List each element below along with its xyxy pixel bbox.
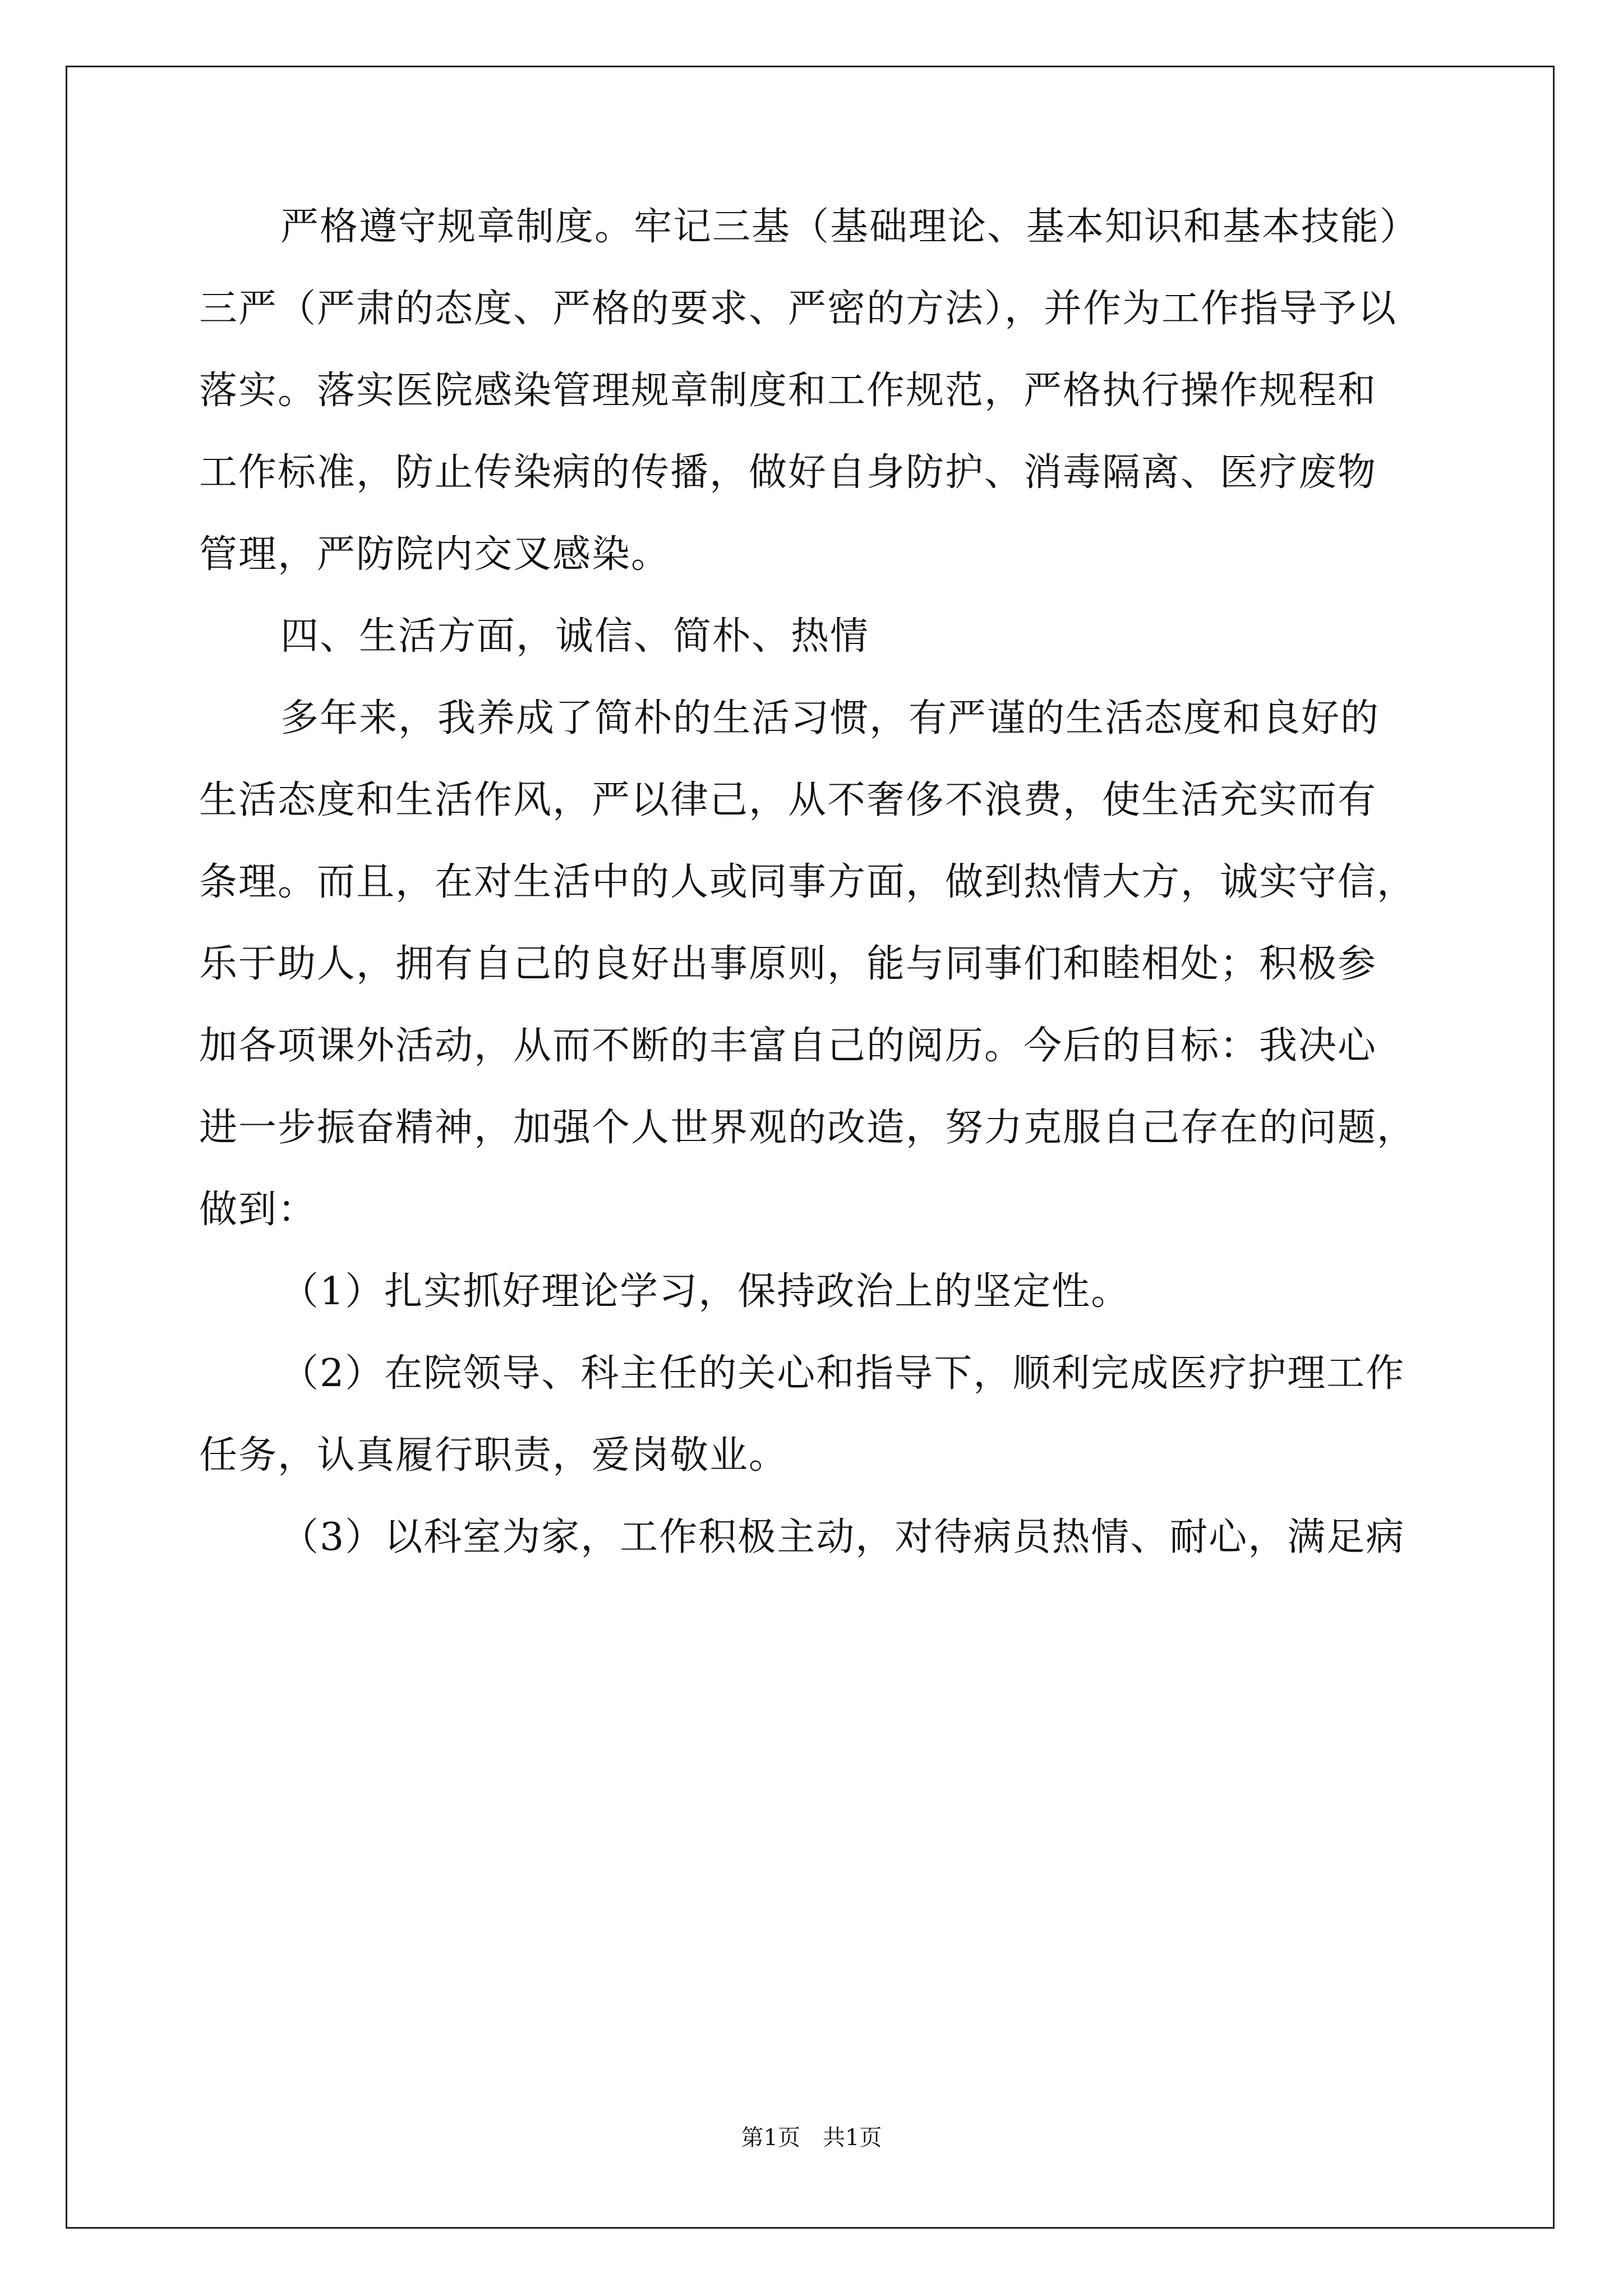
text-line: 做到： xyxy=(199,1188,317,1232)
section-heading: 四、生活方面，诚信、简朴、热情 xyxy=(280,614,870,659)
text-line: 工作标准，防止传染病的传播，做好自身防护、消毒隔离、医疗废物 xyxy=(199,450,1377,495)
list-item: （3）以科室为家，工作积极主动，对待病员热情、耐心，满足病 xyxy=(280,1515,1405,1559)
text-line: 多年来，我养成了简朴的生活习惯，有严谨的生活态度和良好的 xyxy=(280,696,1380,740)
text-line: 生活态度和生活作风，严以律己，从不奢侈不浪费，使生活充实而有 xyxy=(199,778,1377,822)
list-item: （2）在院领导、科主任的关心和指导下，顺利完成医疗护理工作 xyxy=(280,1351,1405,1396)
text-line: 管理，严防院内交叉感染。 xyxy=(199,532,671,577)
text-line: 乐于助人，拥有自己的良好出事原则，能与同事们和睦相处；积极参 xyxy=(199,942,1377,986)
text-line: 任务，认真履行职责，爱岗敬业。 xyxy=(199,1433,789,1478)
text-line: 三严（严肃的态度、严格的要求、严密的方法），并作为工作指导予以 xyxy=(199,287,1398,331)
page-footer: 第1页 共1页 xyxy=(741,2125,882,2151)
text-line: 进一步振奋精神，加强个人世界观的改造，努力克服自己存在的问题， xyxy=(199,1106,1417,1150)
text-line: 落实。落实医院感染管理规章制度和工作规范，严格执行操作规程和 xyxy=(199,369,1377,413)
text-line: 条理。而且，在对生活中的人或同事方面，做到热情大方，诚实守信， xyxy=(199,860,1417,904)
text-line: 严格遵守规章制度。牢记三基（基础理论、基本知识和基本技能） xyxy=(280,205,1419,249)
list-item: （1）扎实抓好理论学习，保持政治上的坚定性。 xyxy=(280,1269,1131,1314)
text-line: 加各项课外活动，从而不断的丰富自己的阅历。今后的目标：我决心 xyxy=(199,1024,1377,1068)
